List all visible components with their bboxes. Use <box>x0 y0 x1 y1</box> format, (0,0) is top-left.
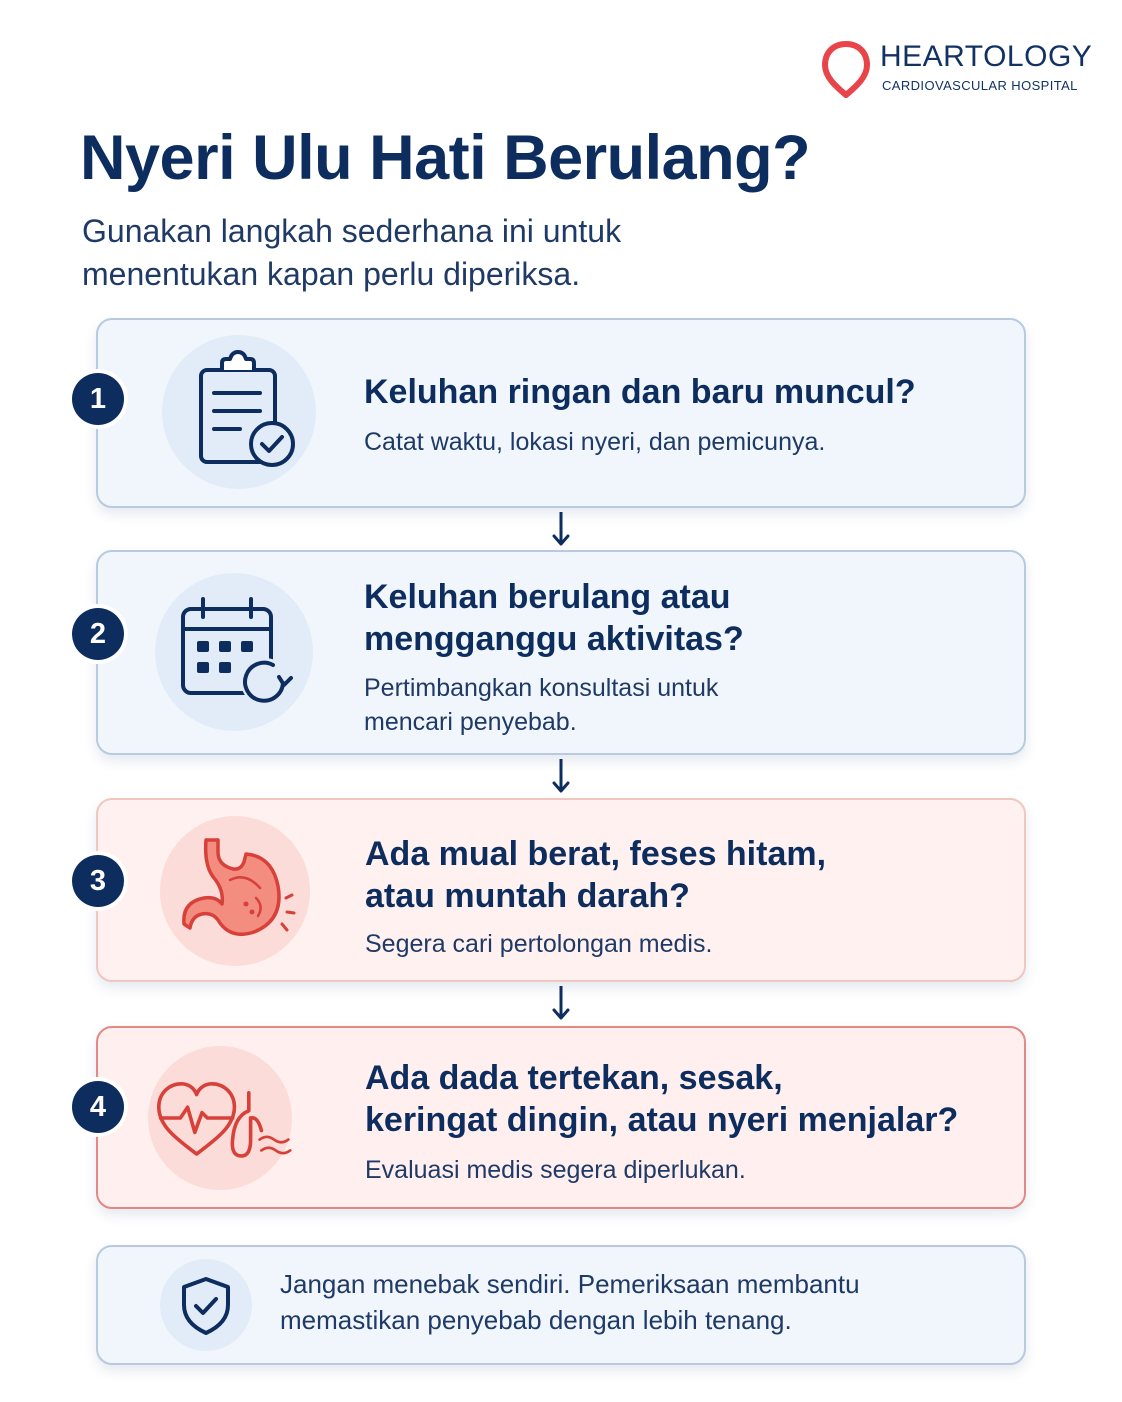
step-title-1 <box>364 371 916 413</box>
step-icon-circle-3 <box>160 816 310 966</box>
step-icon-circle-1 <box>162 335 316 489</box>
heart-lungs-icon <box>148 1046 292 1190</box>
step-desc-line: mencari penyebab. <box>364 708 577 736</box>
footer-note-line: memastikan penyebab dengan lebih tenang. <box>280 1305 792 1335</box>
subtitle-line: Gunakan langkah sederhana ini untuk <box>82 213 622 249</box>
subtitle-line: menentukan kapan perlu diperiksa. <box>82 256 581 292</box>
step-title-line: Keluhan berulang atau <box>364 578 731 616</box>
step-title-line: Ada dada tertekan, sesak, <box>365 1059 783 1097</box>
step-title-line: atau muntah darah? <box>365 877 690 915</box>
step-desc-line: Catat waktu, lokasi nyeri, dan pemicunya. <box>364 428 826 456</box>
clipboard-check-icon <box>162 335 316 489</box>
step-desc-line: Evaluasi medis segera diperlukan. <box>365 1156 746 1184</box>
step-title-4 <box>365 1057 958 1141</box>
arrow-down-icon <box>551 510 571 548</box>
shield-check-icon <box>160 1259 252 1351</box>
step-desc-3 <box>365 927 712 961</box>
arrow-down-icon <box>551 757 571 795</box>
step-desc-line: Segera cari pertolongan medis. <box>365 930 713 958</box>
step-number-badge-1: 1 <box>72 373 124 425</box>
step-title-line: Ada mual berat, feses hitam, <box>365 835 827 873</box>
step-icon-circle-4 <box>148 1046 292 1190</box>
footer-note-line: Jangan menebak sendiri. Pemeriksaan membantu <box>280 1269 860 1299</box>
step-title-2 <box>364 576 744 660</box>
step-number-badge-4: 4 <box>72 1081 124 1133</box>
step-desc-4 <box>365 1153 746 1187</box>
step-number-badge-2: 2 <box>72 608 124 660</box>
heart-pin-logo-icon <box>820 40 872 98</box>
step-number-badge-3: 3 <box>72 855 124 907</box>
arrow-down-icon <box>551 984 571 1022</box>
footer-icon-circle <box>160 1259 252 1351</box>
calendar-repeat-icon <box>155 573 313 731</box>
brand-subtitle: CARDIOVASCULAR HOSPITAL <box>882 78 1078 93</box>
step-desc-2 <box>364 671 718 739</box>
brand-name: HEARTOLOGY <box>880 40 1093 73</box>
page-subtitle <box>82 210 782 296</box>
step-title-3 <box>365 833 826 917</box>
step-icon-circle-2 <box>155 573 313 731</box>
page-title: Nyeri Ulu Hati Berulang? <box>80 123 811 193</box>
step-desc-1 <box>364 425 825 459</box>
step-title-line: mengganggu aktivitas? <box>364 620 744 658</box>
footer-note-text <box>280 1266 860 1338</box>
stomach-icon <box>160 816 310 966</box>
brand-logo <box>820 38 1093 98</box>
step-desc-line: Pertimbangkan konsultasi untuk <box>364 674 719 702</box>
step-title-line: Keluhan ringan dan baru muncul? <box>364 373 916 411</box>
step-title-line: keringat dingin, atau nyeri menjalar? <box>365 1101 959 1139</box>
